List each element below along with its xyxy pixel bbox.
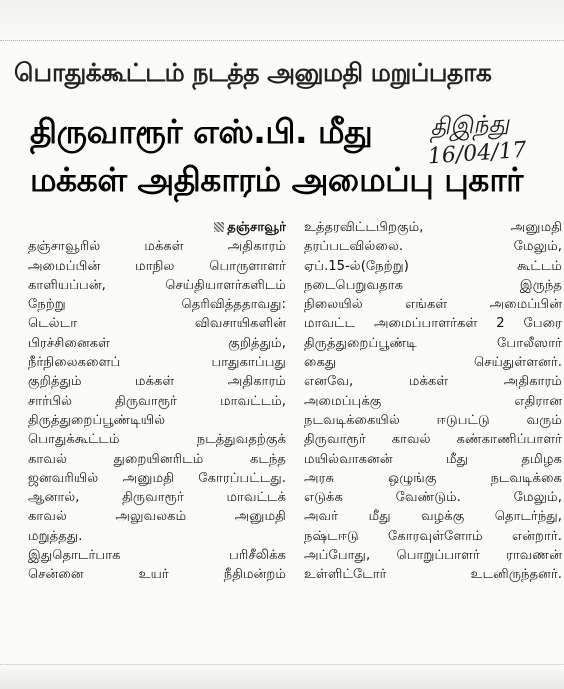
- article-text-line: தரப்படவில்லை. மேலும்,: [304, 239, 562, 255]
- dateline-marker-icon: [214, 222, 224, 232]
- article-text-line: காவல் துறையினரிடம் கடந்த: [28, 451, 286, 467]
- article-text-line: மாவட்ட அமைப்பாளர்கள் 2 பேரை: [304, 316, 562, 332]
- article-text-line: பொதுக்கூட்டம் நடத்துவதற்குக்: [28, 432, 286, 448]
- article-text-line: திருத்துறைப்பூண்டி போலீஸார்: [304, 335, 562, 351]
- article-text-line: தஞ்சாவூரில் மக்கள் அதிகாரம்: [28, 239, 286, 255]
- article-text-line: மயில்வாகனன் மீது தமிழக: [304, 451, 562, 467]
- article-text-line: அமைப்புக்கு எதிரான: [304, 393, 562, 409]
- article-text-line: காளியப்பன், செய்தியாளர்களிடம்: [28, 277, 286, 293]
- article-text-line: திருவாரூர் காவல் கண்காணிப்பாளர்: [304, 432, 562, 448]
- article-text-line: சார்பில் திருவாரூர் மாவட்டம்,: [28, 393, 286, 409]
- article-text-line: நீர்நிலைகளைப் பாதுகாப்பது: [28, 355, 286, 371]
- article-text-line: கைது செய்துள்ளனர்.: [304, 355, 562, 371]
- article-left-column: [28, 218, 286, 585]
- article-text-line: உத்தரவிட்டபிறகும், அனுமதி: [304, 220, 562, 235]
- article-text-line: திருத்துறைப்பூண்டியில்: [28, 412, 166, 428]
- article-text-line: ஜனவரியில் அனுமதி கோரப்பட்டது.: [28, 470, 286, 486]
- article-text-line: காவல் அலுவலகம் அனுமதி: [28, 509, 286, 525]
- handwritten-paper-name: திஇந்து: [429, 109, 510, 142]
- article-text-line: எடுக்க வேண்டும். மேலும்,: [304, 490, 562, 506]
- clipping-bottom-edge: [0, 664, 564, 689]
- article-text-line: நஷ்டஈடு கோரவுள்ளோம் என்றார்.: [304, 528, 562, 544]
- article-text-line: இதுதொடர்பாக பரிசீலிக்க: [28, 548, 286, 564]
- article-text-line: எனவே, மக்கள் அதிகாரம்: [304, 374, 562, 390]
- article-text-line: மறுத்தது.: [28, 528, 83, 544]
- article-text-line: உள்ளிட்டோர் உடனிருந்தனர்.: [304, 567, 562, 583]
- article-text-line: ஆனால், திருவாரூர் மாவட்டக்: [28, 490, 286, 506]
- kicker-headline: பொதுக்கூட்டம் நடத்த அனுமதி மறுப்பதாக: [14, 58, 492, 87]
- article-text-line: சென்னை உயர் நீதிமன்றம்: [28, 567, 286, 583]
- right-column-text: [304, 218, 562, 585]
- article-text-line: அப்போது, பொறுப்பாளர் ராவணன்: [304, 548, 562, 564]
- article-text-line: அரசு ஒழுங்கு நடவடிக்கை: [304, 470, 562, 486]
- article-text-line: டெல்டா விவசாயிகளின்: [28, 316, 286, 332]
- headline-line-1: திருவாரூர் எஸ்.பி. மீது: [30, 112, 373, 151]
- article-text-line: நிலையில் எங்கள் அமைப்பின்: [304, 297, 562, 313]
- article-text-line: நேற்று தெரிவித்ததாவது:: [28, 297, 286, 313]
- article-text-line: அவர் மீது வழக்கு தொடர்ந்து,: [304, 509, 562, 525]
- dateline-text: தஞ்சாவூர்: [227, 220, 286, 235]
- previous-article-edge: [0, 0, 564, 41]
- article-text-line: நடவடிக்கையில் ஈடுபட்டு வரும்: [304, 412, 562, 428]
- article-text-line: பிரச்சினைகள் குறித்தும்,: [28, 335, 286, 351]
- article-text-line: அமைப்பின் மாநில பொருளாளர்: [28, 258, 286, 274]
- article-text-line: குறித்தும் மக்கள் அதிகாரம்: [28, 374, 286, 390]
- article-text-line: நடைபெறுவதாக இருந்த: [304, 277, 562, 293]
- article-right-column: [304, 218, 562, 585]
- handwritten-date: 16/04/17: [427, 137, 528, 170]
- article-text-line: ஏப்.15-ல்(நேற்று) கூட்டம்: [304, 258, 562, 274]
- left-column-text: [28, 237, 286, 584]
- dateline: [28, 218, 286, 237]
- headline-line-2: மக்கள் அதிகாரம் அமைப்பு புகார்: [30, 160, 523, 199]
